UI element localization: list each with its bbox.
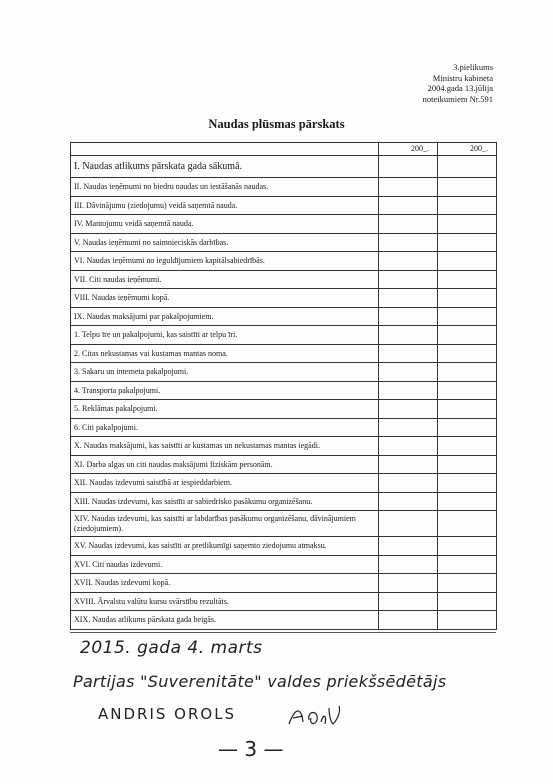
value-cell-2 [438, 156, 497, 178]
table-row [71, 196, 497, 215]
table-row [71, 307, 497, 326]
table-row [71, 418, 497, 437]
value-cell-1 [379, 178, 438, 197]
row-label: XII. Naudas izdevumi saistībā ar iespieddarbiem. [71, 474, 379, 493]
table-row [71, 455, 497, 474]
row-label: VII. Citi naudas ieņēmumi. [71, 270, 379, 289]
value-cell-1 [379, 511, 438, 537]
annex-reference [423, 62, 493, 104]
value-cell-1 [379, 474, 438, 493]
signature-mark [285, 702, 345, 730]
handwritten-organization: Partijas "Suverenitāte" valdes priekšsēdētājs [73, 672, 447, 691]
value-cell-1 [379, 307, 438, 326]
value-cell-2 [438, 363, 497, 382]
value-cell-1 [379, 611, 438, 630]
value-cell-2 [438, 307, 497, 326]
table-header-row [71, 143, 497, 156]
value-cell-2 [438, 537, 497, 556]
year-header-1: 200_. [379, 143, 438, 156]
row-label: II. Naudas ieņēmumi no biedru naudas un iestāšanās naudas. [71, 178, 379, 197]
annex-line-1: 3.pielikums [453, 62, 493, 72]
value-cell-2 [438, 455, 497, 474]
row-label: XVIII. Ārvalstu valūtu kursu svārstību rezultāts. [71, 592, 379, 611]
value-cell-2 [438, 381, 497, 400]
cash-flow-table [70, 142, 497, 630]
row-label: 6. Citi pakalpojumi. [71, 418, 379, 437]
value-cell-2 [438, 592, 497, 611]
value-cell-1 [379, 196, 438, 215]
value-cell-1 [379, 418, 438, 437]
row-label: XVI. Citi naudas izdevumi. [71, 555, 379, 574]
table-row [71, 270, 497, 289]
value-cell-2 [438, 178, 497, 197]
row-label: 4. Transporta pakalpojumi. [71, 381, 379, 400]
value-cell-2 [438, 418, 497, 437]
annex-line-4: noteikumiem Nr.591 [422, 93, 493, 104]
row-label: VIII. Naudas ieņēmumi kopā. [71, 289, 379, 308]
value-cell-2 [438, 252, 497, 271]
table-row [71, 326, 497, 345]
handwritten-signature [285, 702, 345, 735]
value-cell-1 [379, 252, 438, 271]
header-empty-cell [71, 143, 379, 156]
table-row [71, 437, 497, 456]
row-label: 3. Sakaru un interneta pakalpojumi. [71, 363, 379, 382]
value-cell-1 [379, 289, 438, 308]
row-label: I. Naudas atlikums pārskata gada sākumā. [71, 156, 379, 178]
table-row [71, 252, 497, 271]
row-label: IX. Naudas maksājumi par pakalpojumiem. [71, 307, 379, 326]
value-cell-2 [438, 574, 497, 593]
value-cell-2 [438, 196, 497, 215]
table-row [71, 592, 497, 611]
row-label: VI. Naudas ieņēmumi no ieguldījumiem kapitālsabiedrībās. [71, 252, 379, 271]
value-cell-2 [438, 555, 497, 574]
value-cell-2 [438, 611, 497, 630]
row-label: X. Naudas maksājumi, kas saistīti ar kustamas un nekustamas mantas iegādi. [71, 437, 379, 456]
handwritten-date: 2015. gada 4. marts [80, 638, 263, 658]
value-cell-1 [379, 400, 438, 419]
row-label: 5. Reklāmas pakalpojumi. [71, 400, 379, 419]
value-cell-2 [438, 474, 497, 493]
value-cell-1 [379, 233, 438, 252]
value-cell-2 [438, 326, 497, 345]
value-cell-2 [438, 270, 497, 289]
table-row [71, 574, 497, 593]
row-label: XVII. Naudas izdevumi kopā. [71, 574, 379, 593]
row-label: XIV. Naudas izdevumi, kas saistīti ar labdarības pasākumu organizēšanu, dāvinājumiem (ziedojumiem). [71, 511, 379, 537]
row-label: XIX. Naudas atlikums pārskata gada beigās. [71, 611, 379, 630]
row-label: 2. Citas nekustamas vai kustamas mantas noma. [71, 344, 379, 363]
table-row [71, 474, 497, 493]
table-row [71, 537, 497, 556]
value-cell-1 [379, 363, 438, 382]
table-row [71, 178, 497, 197]
table-row [71, 381, 497, 400]
table-row [71, 215, 497, 234]
value-cell-2 [438, 400, 497, 419]
handwritten-page-number: — 3 — [218, 737, 284, 761]
value-cell-1 [379, 437, 438, 456]
value-cell-1 [379, 326, 438, 345]
row-label: XIII. Naudas izdevumi, kas saistīti ar sabiedrisko pasākumu organizēšanu. [71, 492, 379, 511]
row-label: III. Dāvinājumu (ziedojumu) veidā saņemtā nauda. [71, 196, 379, 215]
value-cell-1 [379, 537, 438, 556]
value-cell-2 [438, 289, 497, 308]
table-row [71, 344, 497, 363]
table-row [71, 363, 497, 382]
row-label: XI. Darba algas un citi naudas maksājumi fiziskām personām. [71, 455, 379, 474]
value-cell-1 [379, 492, 438, 511]
value-cell-1 [379, 215, 438, 234]
value-cell-2 [438, 437, 497, 456]
value-cell-1 [379, 156, 438, 178]
value-cell-1 [379, 381, 438, 400]
row-label: V. Naudas ieņēmumi no saimnieciskās darbības. [71, 233, 379, 252]
value-cell-1 [379, 455, 438, 474]
table-row [71, 400, 497, 419]
row-label: IV. Mantojumu veidā saņemtā nauda. [71, 215, 379, 234]
table-row [71, 289, 497, 308]
document-title: Naudas plūsmas pārskats [208, 117, 345, 131]
table-row [71, 492, 497, 511]
annex-line-2: Ministru kabineta [432, 72, 493, 83]
value-cell-2 [438, 344, 497, 363]
value-cell-2 [438, 233, 497, 252]
value-cell-2 [438, 511, 497, 537]
row-label: XV. Naudas izdevumi, kas saistīti ar pretlikumīgi saņemto ziedojumu atmaksu. [71, 537, 379, 556]
table-row [71, 555, 497, 574]
year-header-2: 200_. [438, 143, 497, 156]
signature-rule [70, 632, 496, 633]
table-row [71, 611, 497, 630]
value-cell-1 [379, 270, 438, 289]
table-row [71, 156, 497, 178]
value-cell-1 [379, 574, 438, 593]
value-cell-1 [379, 344, 438, 363]
value-cell-1 [379, 555, 438, 574]
value-cell-1 [379, 592, 438, 611]
table-row [71, 233, 497, 252]
annex-line-3: 2004.gada 13.jūlija [427, 83, 493, 93]
value-cell-2 [438, 215, 497, 234]
table-row [71, 511, 497, 537]
row-label: 1. Telpu īre un pakalpojumi, kas saistīti ar telpu īri. [71, 326, 379, 345]
value-cell-2 [438, 492, 497, 511]
handwritten-name: ANDRIS OROLS [98, 705, 237, 723]
